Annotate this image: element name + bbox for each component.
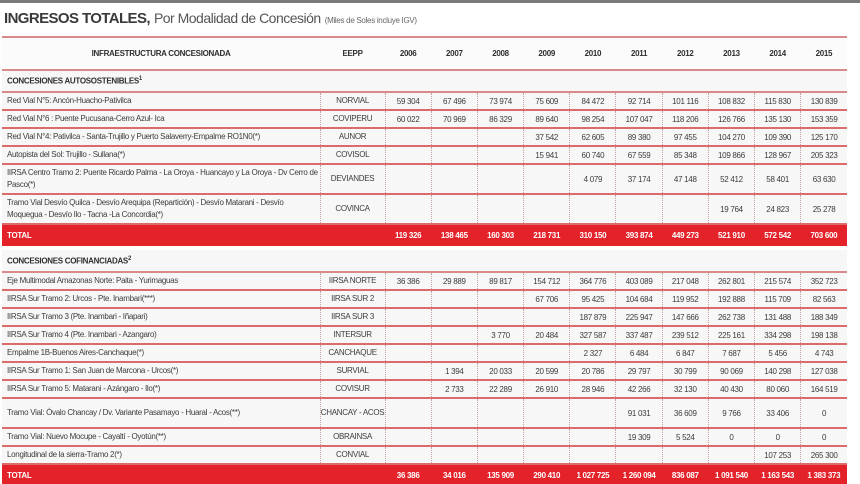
value-cell: 130 839: [801, 92, 847, 110]
total-value-cell: 703 600: [810, 231, 838, 240]
eepp-cell: DEVIANDES: [320, 164, 385, 194]
value-cell: 265 300: [801, 446, 847, 464]
value-cell: [477, 194, 523, 224]
value-cell: 5 456: [755, 344, 801, 362]
value-cell: 115 830: [755, 92, 801, 110]
value-cell: [431, 326, 477, 344]
table-row: [2, 428, 847, 446]
infraestructura-cell: Red Vial N°6 : Puente Pucusana-Cerro Azul- Ica: [7, 114, 165, 123]
value-cell: 98 254: [570, 110, 616, 128]
value-cell: [477, 398, 523, 428]
value-cell: 86 329: [477, 110, 523, 128]
title-subtitle: Por Modalidad de Concesión: [153, 10, 321, 26]
total-value-cell: 572 542: [764, 231, 792, 240]
value-cell: [431, 194, 477, 224]
table-row: [2, 290, 847, 308]
value-cell: 62 605: [570, 128, 616, 146]
value-cell: 89 380: [616, 128, 662, 146]
title-main: INGRESOS TOTALES,: [4, 10, 150, 27]
value-cell: 36 609: [662, 398, 708, 428]
value-cell: 20 033: [477, 362, 523, 380]
value-cell: 24 823: [755, 194, 801, 224]
value-cell: 0: [755, 428, 801, 446]
value-cell: 19 764: [708, 194, 754, 224]
total-value-cell: 34 016: [442, 471, 466, 480]
value-cell: [385, 398, 431, 428]
header-year: 2012: [676, 49, 694, 58]
value-cell: 19 309: [616, 428, 662, 446]
total-value-cell: 521 910: [718, 231, 745, 240]
infraestructura-cell: Tramo Vial: Óvalo Chancay / Dv. Variante Pasamayo - Huaral - Acos(**): [7, 408, 240, 417]
value-cell: 73 974: [477, 92, 523, 110]
total-value-cell: 160 303: [487, 231, 514, 240]
value-cell: 4 743: [801, 344, 847, 362]
value-cell: 91 031: [616, 398, 662, 428]
section-title: [2, 70, 847, 92]
value-cell: 127 038: [801, 362, 847, 380]
value-cell: [385, 344, 431, 362]
table-row: [2, 362, 847, 380]
total-value-cell: 138 465: [440, 231, 468, 240]
section-title-text: CONCESIONES AUTOSOSTENIBLES: [7, 76, 139, 86]
header-infraestructura: INFRAESTRUCTURA CONCESIONADA: [91, 49, 231, 58]
value-cell: [662, 446, 708, 464]
table-row: [2, 398, 847, 428]
value-cell: [431, 344, 477, 362]
value-cell: 95 425: [570, 290, 616, 308]
value-cell: [570, 446, 616, 464]
value-cell: 327 587: [570, 326, 616, 344]
eepp-cell: CHANCAY - ACOS: [320, 398, 385, 428]
value-cell: 337 487: [616, 326, 662, 344]
value-cell: 22 289: [477, 380, 523, 398]
value-cell: [570, 194, 616, 224]
value-cell: [431, 146, 477, 164]
value-cell: 352 723: [801, 272, 847, 290]
infraestructura-cell: IIRSA Sur Tramo 2: Urcos - Pte. Inambari(***): [7, 294, 155, 303]
value-cell: 67 559: [616, 146, 662, 164]
value-cell: 9 766: [708, 398, 754, 428]
infraestructura-cell: IIRSA Sur Tramo 4 (Pte. Inambari - Azangaro): [7, 330, 157, 339]
value-cell: 60 022: [385, 110, 431, 128]
table-row: [2, 146, 847, 164]
total-value-cell: 393 874: [625, 231, 653, 240]
value-cell: 20 484: [524, 326, 570, 344]
value-cell: 26 910: [524, 380, 570, 398]
value-cell: 37 542: [524, 128, 570, 146]
value-cell: 4 079: [570, 164, 616, 194]
total-value-cell: 449 273: [671, 231, 699, 240]
total-value-cell: 1 260 094: [622, 471, 656, 480]
infraestructura-cell: IIRSA Sur Tramo 1: San Juan de Marcona - Urcos(*): [7, 366, 179, 375]
eepp-cell: COVISUR: [320, 380, 385, 398]
value-cell: 104 684: [616, 290, 662, 308]
value-cell: 29 797: [616, 362, 662, 380]
total-value-cell: 310 150: [579, 231, 607, 240]
value-cell: 42 266: [616, 380, 662, 398]
section-header-row: [2, 250, 847, 272]
value-cell: 15 941: [524, 146, 570, 164]
value-cell: 147 666: [662, 308, 708, 326]
value-cell: [524, 194, 570, 224]
value-cell: [385, 326, 431, 344]
value-cell: [385, 194, 431, 224]
table-row: [2, 128, 847, 146]
header-year: 2006: [399, 49, 417, 58]
value-cell: [570, 398, 616, 428]
total-value-cell: 1 163 543: [761, 471, 795, 480]
value-cell: [385, 428, 431, 446]
value-cell: 126 766: [708, 110, 754, 128]
value-cell: 82 563: [801, 290, 847, 308]
table-row: [2, 380, 847, 398]
value-cell: 6 484: [616, 344, 662, 362]
value-cell: 115 709: [755, 290, 801, 308]
value-cell: 60 740: [570, 146, 616, 164]
value-cell: [708, 446, 754, 464]
infraestructura-cell: IIRSA Sur Tramo 5: Matarani - Azángaro - Ilo(*): [7, 384, 161, 393]
infraestructura-cell: Red Vial N°5: Ancón-Huacho-Pativilca: [7, 96, 132, 105]
header-year: 2007: [446, 49, 463, 58]
value-cell: 0: [801, 398, 847, 428]
value-cell: 70 969: [431, 110, 477, 128]
value-cell: 215 574: [755, 272, 801, 290]
header-year: 2015: [815, 49, 833, 58]
value-cell: 125 170: [801, 128, 847, 146]
value-cell: [385, 380, 431, 398]
top-rule: [0, 0, 860, 3]
value-cell: [524, 446, 570, 464]
infraestructura-cell: Red Vial N°4: Pativilca - Santa-Trujillo y Puerto Salaverry-Empalme RO1N0(*): [7, 132, 260, 141]
eepp-cell: SURVIAL: [320, 362, 385, 380]
value-cell: [570, 428, 616, 446]
total-value-cell: 1 383 373: [807, 471, 841, 480]
eepp-cell: IIRSA SUR 2: [320, 290, 385, 308]
value-cell: 36 386: [385, 272, 431, 290]
eepp-cell: IIRSA NORTE: [320, 272, 385, 290]
infraestructura-cell: Tramo Vial: Nuevo Mocupe - Cayaltí - Oyotún(**): [7, 432, 166, 441]
value-cell: 20 786: [570, 362, 616, 380]
value-cell: [524, 308, 570, 326]
value-cell: 135 130: [755, 110, 801, 128]
value-cell: 153 359: [801, 110, 847, 128]
section-title: [2, 250, 847, 272]
value-cell: [431, 308, 477, 326]
value-cell: 67 706: [524, 290, 570, 308]
value-cell: 198 138: [801, 326, 847, 344]
value-cell: 1 394: [431, 362, 477, 380]
value-cell: [477, 290, 523, 308]
value-cell: 118 206: [662, 110, 708, 128]
value-cell: 7 687: [708, 344, 754, 362]
total-value-cell: 836 087: [671, 471, 699, 480]
value-cell: 225 947: [616, 308, 662, 326]
table-row: [2, 194, 847, 224]
value-cell: 205 323: [801, 146, 847, 164]
table-body: [2, 70, 847, 484]
section-title-text: CONCESIONES COFINANCIADAS: [7, 256, 128, 266]
table-row: [2, 446, 847, 464]
value-cell: [616, 446, 662, 464]
total-value-cell: 1 027 725: [576, 471, 610, 480]
value-cell: 108 832: [708, 92, 754, 110]
value-cell: 109 866: [708, 146, 754, 164]
table-row: [2, 164, 847, 194]
value-cell: 52 412: [708, 164, 754, 194]
value-cell: 107 047: [616, 110, 662, 128]
value-cell: 84 472: [570, 92, 616, 110]
value-cell: [662, 194, 708, 224]
table-row: [2, 92, 847, 110]
value-cell: [524, 344, 570, 362]
section-header-row: [2, 70, 847, 92]
total-value-cell: 290 410: [533, 471, 561, 480]
total-value-cell: 36 386: [396, 471, 420, 480]
table-row: [2, 326, 847, 344]
value-cell: [385, 164, 431, 194]
total-value-cell: 119 326: [394, 231, 422, 240]
header-year: 2013: [723, 49, 740, 58]
value-cell: 97 455: [662, 128, 708, 146]
value-cell: 225 161: [708, 326, 754, 344]
value-cell: 192 888: [708, 290, 754, 308]
value-cell: 403 089: [616, 272, 662, 290]
value-cell: 119 952: [662, 290, 708, 308]
value-cell: [385, 446, 431, 464]
value-cell: [524, 398, 570, 428]
value-cell: [477, 344, 523, 362]
infraestructura-cell: Eje Multimodal Amazonas Norte: Paita - Yurimaguas: [7, 276, 179, 285]
header-year: 2011: [631, 49, 648, 58]
value-cell: 33 406: [755, 398, 801, 428]
table-row: [2, 308, 847, 326]
value-cell: 63 630: [801, 164, 847, 194]
table-row: [2, 110, 847, 128]
value-cell: [524, 164, 570, 194]
header-year: 2014: [769, 49, 786, 58]
value-cell: 6 847: [662, 344, 708, 362]
value-cell: 89 640: [524, 110, 570, 128]
header-year: 2010: [584, 49, 602, 58]
eepp-cell: IIRSA SUR 3: [320, 308, 385, 326]
value-cell: 0: [708, 428, 754, 446]
value-cell: [524, 428, 570, 446]
revenue-table: [2, 36, 847, 484]
infraestructura-cell: Tramo Vial Desvío Quilca - Desvío Arequipa (Repartición) - Desvío Matarani - Desvío Moquegua - Desvío Ilo - Tacna -La Concordia(*): [7, 198, 284, 219]
total-row: [2, 224, 847, 246]
value-cell: 25 278: [801, 194, 847, 224]
value-cell: 262 738: [708, 308, 754, 326]
value-cell: 85 348: [662, 146, 708, 164]
footnote-marker: 1: [138, 76, 142, 83]
value-cell: 0: [801, 428, 847, 446]
value-cell: 2 733: [431, 380, 477, 398]
value-cell: [431, 290, 477, 308]
value-cell: 67 496: [431, 92, 477, 110]
value-cell: [385, 290, 431, 308]
value-cell: 217 048: [662, 272, 708, 290]
infraestructura-cell: Empalme 1B-Buenos Aires-Canchaque(*): [7, 348, 144, 357]
value-cell: 187 879: [570, 308, 616, 326]
page-title: [4, 10, 417, 27]
eepp-cell: CONVIAL: [320, 446, 385, 464]
eepp-cell: COVIPERU: [320, 110, 385, 128]
value-cell: 59 304: [385, 92, 431, 110]
infraestructura-cell: IIRSA Centro Tramo 2: Puente Ricardo Palma - La Oroya - Huancayo y La Oroya - Dv Cerro de Pasco(*): [7, 168, 318, 189]
eepp-cell: NORVIAL: [320, 92, 385, 110]
value-cell: 107 253: [755, 446, 801, 464]
value-cell: 29 889: [431, 272, 477, 290]
value-cell: [431, 428, 477, 446]
eepp-cell: AUNOR: [320, 128, 385, 146]
value-cell: 32 130: [662, 380, 708, 398]
value-cell: 104 270: [708, 128, 754, 146]
total-row: [2, 464, 847, 484]
eepp-cell: CANCHAQUE: [320, 344, 385, 362]
header-year: 2008: [492, 49, 509, 58]
infraestructura-cell: Autopista del Sol: Trujillo - Sullana(*): [7, 150, 125, 159]
value-cell: 40 430: [708, 380, 754, 398]
value-cell: 140 298: [755, 362, 801, 380]
infraestructura-cell: Longitudinal de la sierra-Tramo 2(*): [7, 450, 122, 459]
value-cell: 188 349: [801, 308, 847, 326]
value-cell: 101 116: [662, 92, 708, 110]
eepp-cell: OBRAINSA: [320, 428, 385, 446]
value-cell: [385, 362, 431, 380]
value-cell: 262 801: [708, 272, 754, 290]
value-cell: 164 519: [801, 380, 847, 398]
value-cell: [477, 446, 523, 464]
value-cell: 154 712: [524, 272, 570, 290]
value-cell: 47 148: [662, 164, 708, 194]
infraestructura-cell: IIRSA Sur Tramo 3 (Pte. Inambari - Iñapari): [7, 312, 148, 321]
value-cell: 58 401: [755, 164, 801, 194]
header-eepp: EEPP: [342, 49, 363, 58]
value-cell: 28 946: [570, 380, 616, 398]
value-cell: [477, 308, 523, 326]
value-cell: 20 599: [524, 362, 570, 380]
total-label: TOTAL: [7, 471, 32, 480]
value-cell: [477, 164, 523, 194]
value-cell: 3 770: [477, 326, 523, 344]
table-row: [2, 272, 847, 290]
value-cell: 80 060: [755, 380, 801, 398]
value-cell: [385, 128, 431, 146]
value-cell: [477, 128, 523, 146]
value-cell: [616, 194, 662, 224]
value-cell: [431, 446, 477, 464]
eepp-cell: COVINCA: [320, 194, 385, 224]
value-cell: 75 609: [524, 92, 570, 110]
total-value-cell: 135 909: [487, 471, 514, 480]
table-row: [2, 344, 847, 362]
value-cell: 92 714: [616, 92, 662, 110]
value-cell: 128 967: [755, 146, 801, 164]
total-value-cell: 218 731: [533, 231, 561, 240]
value-cell: [431, 128, 477, 146]
value-cell: 30 799: [662, 362, 708, 380]
eepp-cell: INTERSUR: [320, 326, 385, 344]
value-cell: 90 069: [708, 362, 754, 380]
value-cell: [431, 164, 477, 194]
value-cell: 364 776: [570, 272, 616, 290]
value-cell: [477, 428, 523, 446]
total-label: TOTAL: [7, 231, 32, 240]
value-cell: [431, 398, 477, 428]
value-cell: 37 174: [616, 164, 662, 194]
value-cell: [385, 308, 431, 326]
value-cell: [385, 146, 431, 164]
value-cell: 89 817: [477, 272, 523, 290]
total-value-cell: 1 091 540: [715, 471, 748, 480]
footnote-marker: 2: [127, 255, 132, 262]
value-cell: 109 390: [755, 128, 801, 146]
title-note: (Miles de Soles incluye IGV): [324, 16, 417, 25]
value-cell: 131 488: [755, 308, 801, 326]
table-header-row: [2, 37, 847, 70]
value-cell: 239 512: [662, 326, 708, 344]
value-cell: 334 298: [755, 326, 801, 344]
header-year: 2009: [538, 49, 555, 58]
value-cell: 2 327: [570, 344, 616, 362]
eepp-cell: COVISOL: [320, 146, 385, 164]
value-cell: [477, 146, 523, 164]
value-cell: 5 524: [662, 428, 708, 446]
